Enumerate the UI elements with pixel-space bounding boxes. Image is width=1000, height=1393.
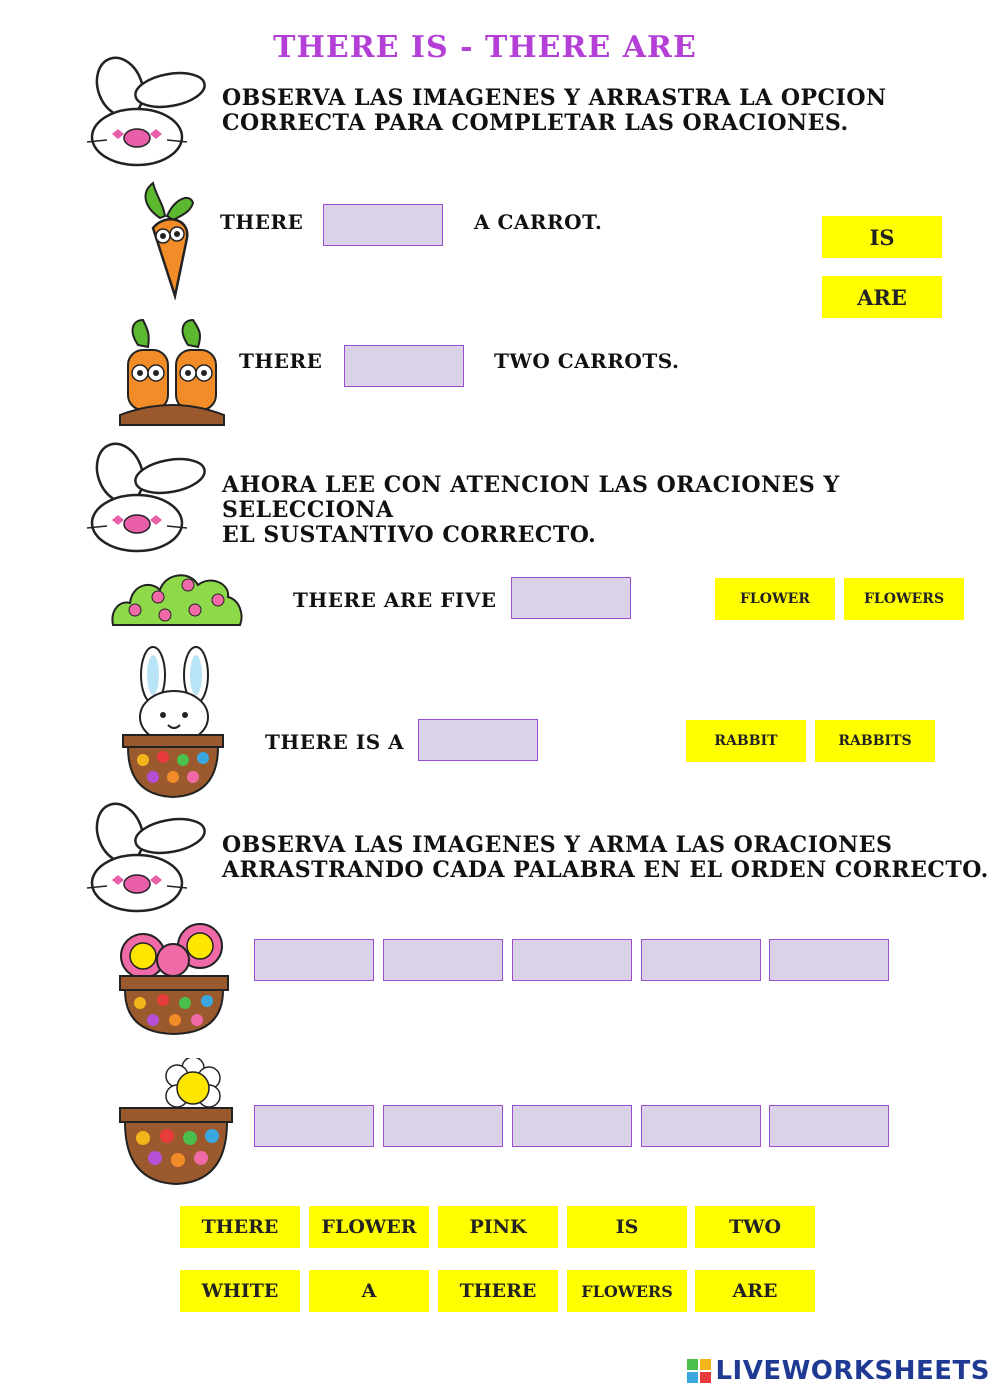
instruction-3 xyxy=(222,833,989,883)
bunny-icon xyxy=(82,52,212,167)
sentence-1-after: A CARROT. xyxy=(474,210,603,234)
sentence-5-slot-3[interactable] xyxy=(512,939,632,981)
carrots-icon xyxy=(118,315,226,427)
word-chip[interactable]: PINK xyxy=(438,1206,558,1248)
sentence-2-after: TWO CARROTS. xyxy=(494,349,680,373)
sentence-4-before: THERE IS A xyxy=(265,730,405,754)
instruction-1 xyxy=(222,86,887,136)
instruction-2 xyxy=(222,473,1000,548)
option-flowers[interactable]: FLOWERS xyxy=(844,578,964,620)
word-chip[interactable]: FLOWER xyxy=(309,1206,429,1248)
instruction-2-line-1: AHORA LEE CON ATENCION LAS ORACIONES Y SELECCIONA xyxy=(222,472,840,523)
sentence-2-before: THERE xyxy=(239,349,323,373)
drop-target-3[interactable] xyxy=(511,577,631,619)
sentence-6-slot-5[interactable] xyxy=(769,1105,889,1147)
instruction-2-line-2: EL SUSTANTIVO CORRECTO. xyxy=(222,522,597,548)
word-chip[interactable]: ARE xyxy=(695,1270,815,1312)
bunny-icon xyxy=(82,438,212,553)
option-are[interactable]: ARE xyxy=(822,276,942,318)
sentence-6-slot-1[interactable] xyxy=(254,1105,374,1147)
sentence-6-slot-4[interactable] xyxy=(641,1105,761,1147)
page-title: THERE IS - THERE ARE xyxy=(273,30,697,65)
drop-target-1[interactable] xyxy=(323,204,443,246)
drop-target-2[interactable] xyxy=(344,345,464,387)
sentence-5-slot-2[interactable] xyxy=(383,939,503,981)
instruction-3-line-1: OBSERVA LAS IMAGENES Y ARMA LAS ORACIONES xyxy=(222,832,893,858)
instruction-3-line-2: ARRASTRANDO CADA PALABRA EN EL ORDEN CORRECTO. xyxy=(222,857,989,883)
sentence-5-slot-4[interactable] xyxy=(641,939,761,981)
bunny-icon xyxy=(82,798,212,913)
word-chip[interactable]: A xyxy=(309,1270,429,1312)
flower-bush-icon xyxy=(110,565,245,627)
option-is[interactable]: IS xyxy=(822,216,942,258)
instruction-1-line-2: CORRECTA PARA COMPLETAR LAS ORACIONES. xyxy=(222,110,849,136)
word-chip[interactable]: THERE xyxy=(438,1270,558,1312)
sentence-5-slot-1[interactable] xyxy=(254,939,374,981)
white-flower-basket-icon xyxy=(115,1058,237,1186)
sentence-1-before: THERE xyxy=(220,210,304,234)
option-rabbit[interactable]: RABBIT xyxy=(686,720,806,762)
pink-flowers-basket-icon xyxy=(105,918,237,1036)
instruction-1-line-1: OBSERVA LAS IMAGENES Y ARRASTRA LA OPCION xyxy=(222,85,887,111)
option-rabbits[interactable]: RABBITS xyxy=(815,720,935,762)
drop-target-4[interactable] xyxy=(418,719,538,761)
word-chip[interactable]: FLOWERS xyxy=(567,1270,687,1312)
logo-text: LIVEWORKSHEETS xyxy=(715,1356,990,1386)
sentence-6-slot-2[interactable] xyxy=(383,1105,503,1147)
rabbit-basket-icon xyxy=(118,645,228,800)
sentence-5-slot-5[interactable] xyxy=(769,939,889,981)
option-flower[interactable]: FLOWER xyxy=(715,578,835,620)
carrot-icon xyxy=(135,178,205,300)
word-chip[interactable]: WHITE xyxy=(180,1270,300,1312)
word-chip[interactable]: IS xyxy=(567,1206,687,1248)
liveworksheets-logo-icon xyxy=(687,1359,711,1383)
sentence-6-slot-3[interactable] xyxy=(512,1105,632,1147)
word-chip[interactable]: THERE xyxy=(180,1206,300,1248)
word-chip[interactable]: TWO xyxy=(695,1206,815,1248)
sentence-3-before: THERE ARE FIVE xyxy=(293,588,497,612)
liveworksheets-logo[interactable] xyxy=(687,1356,990,1386)
